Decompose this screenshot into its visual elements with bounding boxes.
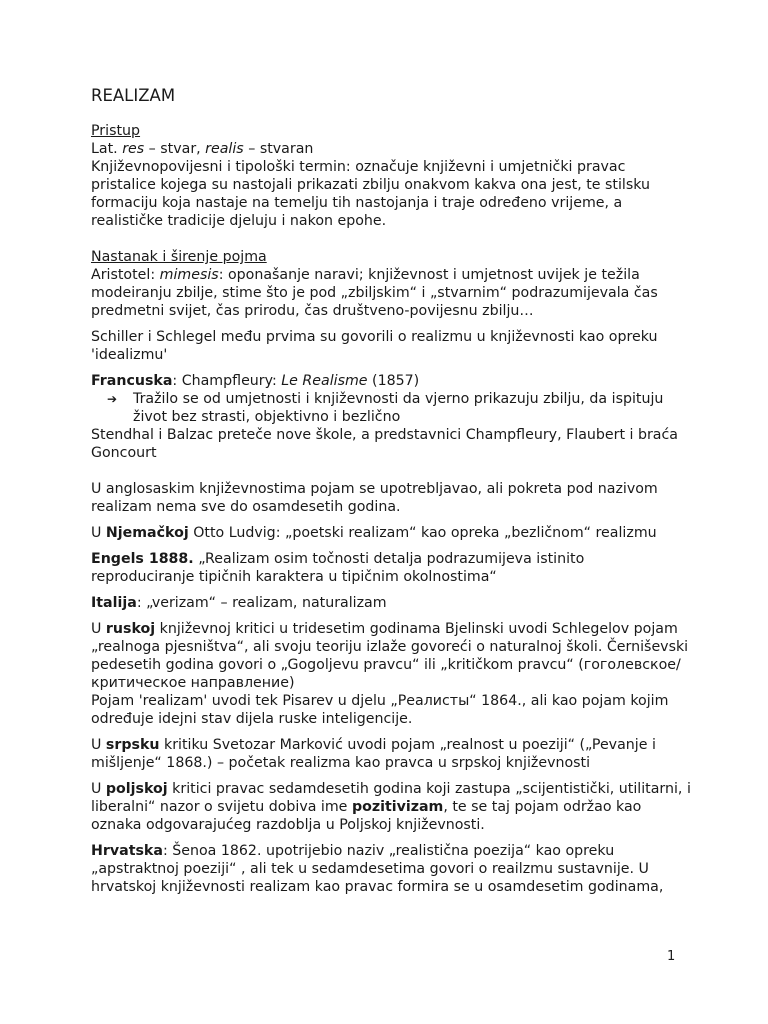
pisarev-paragraph: Pojam 'realizam' uvodi tek Pisarev u djelu „Реалисты“ 1864., ali kao pojam kojim određuje idejni stav dijela ruske inteligencije.	[91, 693, 669, 727]
francuska-bullet	[91, 390, 691, 426]
section-heading-nastanak: Nastanak i širenje pojma	[91, 249, 267, 265]
stendhal-paragraph: Stendhal i Balzac preteče nove škole, a predstavnici Champfleury, Flaubert i braća Goncourt	[91, 427, 678, 461]
engels-paragraph: Engels 1888. „Realizam osim točnosti detalja podrazumijeva istinito reproduciranje tipičnih karaktera u tipičnim okolnostima“	[91, 551, 585, 585]
definition-paragraph: Književnopovijesni i tipološki termin: označuje književni i umjetnički pravac pristalice kojega su nastojali prikazati zbilju onakvom kakva ona jest, te stilsku formaciju koja nastaje na temelju tih nastojanja i traje određeno vrijeme, a realističke tradicije djeluju i nakon epohe.	[91, 159, 651, 229]
njemacka-paragraph: U Njemačkoj Otto Ludvig: „poetski realizam“ kao opreka „bezličnom“ realizmu	[91, 525, 657, 541]
arrow-right-icon: ➔	[107, 392, 118, 406]
bullet-text: Tražilo se od umjetnosti i književnosti da vjerno prikazuju zbilju, da ispituju život bez strasti, objektivno i bezlično	[133, 391, 664, 425]
poljska-paragraph: U poljskoj kritici pravac sedamdesetih godina koji zastupa „scijentistički, utilitarni, i liberalni“ nazor o svijetu dobiva ime pozitivizam, te se taj pojam održao kao oznaka odgovarajućeg razdoblja u Poljskoj književnosti.	[91, 781, 691, 833]
ruska-paragraph: U ruskoj književnoj kritici u tridesetim godinama Bjelinski uvodi Schlegelov pojam „realnoga pjesništva“, ali svoju teoriju izlaže govoreći o naturalnoj školi. Černiševski pedesetih godina govori o „Gogoljevu pravcu“ ili „kritičkom pravcu“ (гоголевское/критическое направление)	[91, 621, 689, 691]
aristotel-paragraph: Aristotel: mimesis: oponašanje naravi; književnost i umjetnost uvijek je težila modeiranju zbilje, stime što je pod „zbiljskim“ i „stvarnim“ podrazumijevala čas predmetni svijet, čas prirodu, čas društveno-povijesnu zbilju…	[91, 267, 658, 319]
document-body	[91, 86, 691, 896]
srpska-paragraph: U srpsku kritiku Svetozar Marković uvodi pojam „realnost u poeziji“ („Pevanje i mišljenje“ 1868.) – početak realizma kao pravca u srpskoj književnosti	[91, 737, 656, 771]
page-number: 1	[667, 949, 676, 964]
francuska-line: Francuska: Champfleury: Le Realisme (1857)	[91, 373, 420, 389]
italija-paragraph: Italija: „verizam“ – realizam, naturalizam	[91, 595, 387, 611]
hrvatska-paragraph: Hrvatska: Šenoa 1862. upotrijebio naziv „realistična poezija“ kao opreku „apstraktnoj poeziji“ , ali tek u sedamdesetima govori o reailzmu sustavnije. U hrvatskoj književnosti realizam kao pravac formira se u osamdesetim godinama,	[91, 843, 664, 895]
page-title: REALIZAM	[91, 86, 176, 105]
etymology-line: Lat. res – stvar, realis – stvaran	[91, 141, 314, 157]
anglosaski-paragraph: U anglosaskim književnostima pojam se upotrebljavao, ali pokreta pod nazivom realizam nema sve do osamdesetih godina.	[91, 481, 658, 515]
section-heading-pristup: Pristup	[91, 123, 141, 139]
schiller-paragraph: Schiller i Schlegel među prvima su govorili o realizmu u književnosti kao opreku 'idealizmu'	[91, 329, 658, 363]
